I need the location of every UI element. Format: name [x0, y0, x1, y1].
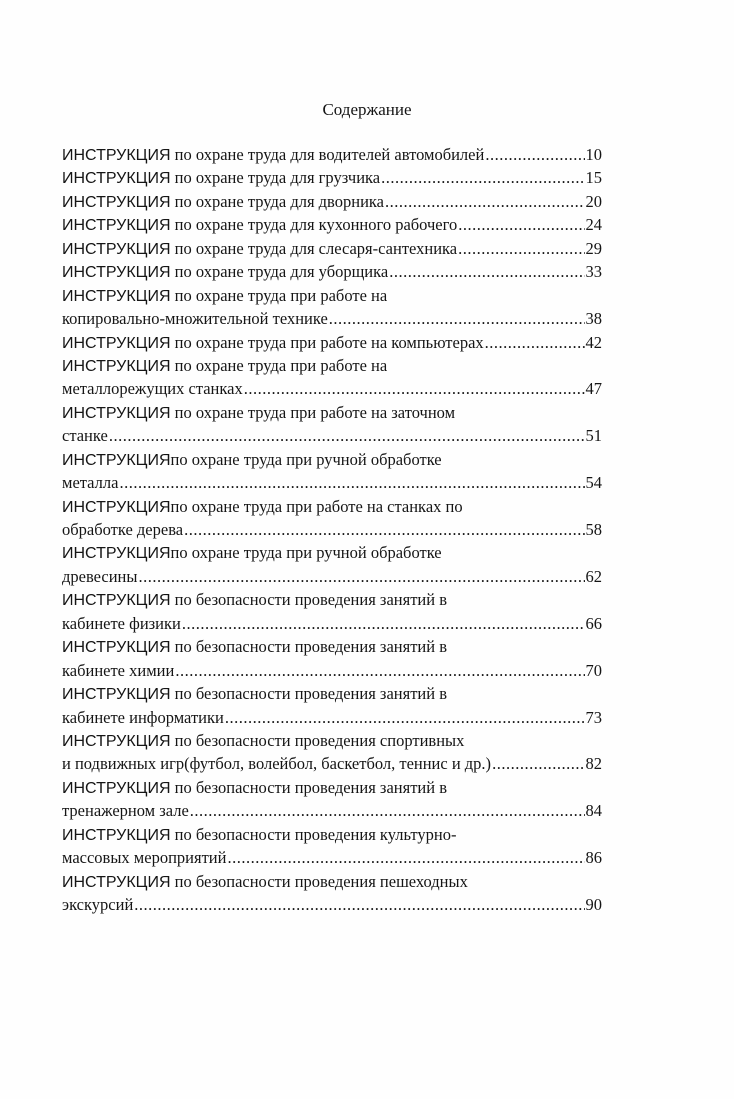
toc-entry-line[interactable] [62, 635, 602, 658]
toc-entry-title: обработке дерева [62, 520, 184, 539]
toc-entry-line[interactable] [62, 495, 602, 518]
toc-entry-text [62, 870, 468, 894]
toc-entry-text [62, 893, 133, 916]
toc-entry-line[interactable] [62, 143, 602, 166]
toc-page-number: 38 [585, 309, 602, 329]
toc-entry-text [62, 706, 224, 729]
dot-leader [389, 260, 584, 283]
toc-entry-keyword: ИНСТРУКЦИЯ [62, 193, 171, 211]
toc-entry-line[interactable] [62, 331, 602, 354]
toc-page-number: 42 [585, 332, 602, 352]
toc-entry-line[interactable] [62, 612, 602, 635]
toc-entry-title: по безопасности проведения занятий в [170, 590, 447, 610]
toc-entry-title: по охране труда для слесаря-сантехника [170, 238, 458, 258]
table-of-contents [62, 143, 602, 916]
toc-page-number: 62 [585, 566, 602, 586]
toc-entry-title: по охране труда для водителей автомобилей [170, 145, 485, 164]
toc-entry-line[interactable] [62, 752, 602, 775]
toc-entry-text [62, 284, 387, 308]
toc-entry-title: по охране труда при работе на компьютерах [170, 332, 484, 352]
dot-leader [492, 752, 584, 775]
toc-page-number: 10 [585, 145, 602, 164]
toc-entry-text [62, 729, 464, 753]
dot-leader [244, 377, 585, 400]
toc-entry-text [62, 237, 457, 261]
toc-entry-line[interactable] [62, 823, 602, 846]
toc-page-number: 73 [585, 707, 602, 727]
toc-entry-line[interactable] [62, 706, 602, 729]
toc-entry-text [62, 659, 174, 682]
toc-entry-text [62, 260, 388, 284]
toc-entry-text [62, 682, 447, 706]
toc-page-number: 20 [585, 191, 602, 211]
toc-page-number: 51 [585, 426, 602, 446]
dot-leader [175, 659, 584, 682]
toc-page-number: 66 [585, 613, 602, 633]
toc-entry-text [62, 354, 387, 378]
dot-leader [458, 237, 584, 260]
toc-entry-title: кабинете физики [62, 613, 181, 633]
dot-leader [485, 143, 584, 166]
toc-entry-text [62, 823, 456, 847]
toc-entry-text [62, 612, 181, 635]
toc-entry-title: по безопасности проведения занятий в [170, 777, 447, 797]
toc-entry-text [62, 565, 137, 588]
dot-leader [458, 213, 584, 236]
toc-entry-text [62, 541, 442, 565]
toc-page-number: 15 [585, 168, 602, 188]
toc-entry-title: по охране труда для дворника [170, 191, 384, 211]
toc-entry-line[interactable] [62, 846, 602, 869]
toc-entry-text [62, 495, 463, 519]
toc-entry-title: по безопасности проведения пешеходных [170, 871, 468, 891]
toc-entry-keyword: ИНСТРУКЦИЯ [62, 264, 171, 282]
toc-entry-keyword: ИНСТРУКЦИЯ [62, 240, 171, 258]
toc-entry-line[interactable] [62, 588, 602, 611]
toc-page-number: 33 [585, 262, 602, 282]
toc-entry-title: кабинете химии [62, 660, 175, 680]
toc-entry-line[interactable] [62, 237, 602, 260]
toc-entry-line[interactable] [62, 659, 602, 682]
toc-entry-text [62, 166, 380, 190]
toc-entry-line[interactable] [62, 565, 602, 588]
toc-entry-text [62, 424, 108, 447]
toc-entry-title: станке [62, 426, 108, 446]
toc-page-number: 86 [585, 848, 602, 868]
dot-leader [109, 424, 585, 447]
toc-page-number: 58 [585, 520, 602, 539]
toc-entry-line[interactable] [62, 541, 602, 564]
toc-entry-line[interactable] [62, 518, 602, 541]
toc-entry-text [62, 776, 447, 800]
toc-entry-text [62, 213, 457, 237]
dot-leader [134, 893, 584, 916]
toc-entry-text [62, 448, 442, 472]
dot-leader [227, 846, 584, 869]
toc-entry-keyword: ИНСТРУКЦИЯ [62, 545, 171, 563]
toc-entry-title: по охране труда при работе на [170, 285, 388, 305]
toc-entry-title: по охране труда при работе на станках по [170, 496, 463, 516]
toc-entry-line[interactable] [62, 870, 602, 893]
toc-entry-title: по охране труда для уборщика [170, 262, 389, 282]
toc-heading: Содержание [322, 100, 412, 119]
toc-entry-keyword: ИНСТРУКЦИЯ [62, 217, 171, 235]
toc-entry-line[interactable] [62, 776, 602, 799]
toc-entry-title: по охране труда при работе на [170, 355, 388, 375]
toc-entry-title: кабинете информатики [62, 707, 224, 727]
dot-leader [385, 190, 585, 213]
toc-entry-line[interactable] [62, 190, 602, 213]
toc-page-number: 90 [585, 895, 602, 914]
toc-entry-text [62, 635, 447, 659]
toc-entry-keyword: ИНСТРУКЦИЯ [62, 170, 171, 188]
toc-entry-line[interactable] [62, 377, 602, 400]
toc-entry-title: и подвижных игр(футбол, волейбол, баскетбол, теннис и др.) [62, 754, 492, 774]
toc-entry-title: копировально-множительной технике [62, 309, 328, 329]
toc-page-number: 82 [585, 754, 602, 774]
toc-entry-text [62, 752, 491, 775]
toc-entry-title: металлорежущих станках [62, 379, 243, 399]
toc-entry-text [62, 588, 447, 612]
toc-entry-line[interactable] [62, 307, 602, 330]
toc-entry-keyword: ИНСТРУКЦИЯ [62, 404, 171, 422]
toc-entry-keyword: ИНСТРУКЦИЯ [62, 451, 171, 469]
toc-entry-text [62, 401, 455, 425]
toc-page-number: 54 [585, 473, 602, 493]
dot-leader [329, 307, 585, 330]
toc-entry-keyword: ИНСТРУКЦИЯ [62, 147, 171, 164]
toc-entry-title: массовых мероприятий [62, 848, 227, 868]
toc-page-number: 24 [585, 215, 602, 235]
toc-entry-line[interactable] [62, 893, 602, 916]
toc-entry-title: по охране труда при работе на заточном [170, 402, 456, 422]
toc-entry-line[interactable] [62, 424, 602, 447]
toc-page-number: 47 [585, 379, 602, 399]
toc-entry-title: тренажерном зале [62, 801, 189, 821]
toc-entry-title: по безопасности проведения спортивных [170, 730, 465, 750]
dot-leader [225, 706, 585, 729]
toc-entry-line[interactable] [62, 448, 602, 471]
toc-entry-text [62, 190, 384, 214]
toc-entry-title: по безопасности проведения культурно- [170, 824, 457, 844]
toc-entry-line[interactable] [62, 471, 602, 494]
toc-entry-title: по безопасности проведения занятий в [170, 684, 447, 704]
toc-entry-title: древесины [62, 566, 138, 586]
toc-entry-line[interactable] [62, 354, 602, 377]
toc-page-number: 84 [585, 801, 602, 821]
dot-leader [182, 612, 585, 635]
toc-entry-text [62, 846, 226, 869]
toc-entry-keyword: ИНСТРУКЦИЯ [62, 357, 171, 375]
toc-entry-line[interactable] [62, 260, 602, 283]
dot-leader [190, 799, 585, 822]
toc-entry-text [62, 143, 484, 167]
toc-entry-text [62, 799, 189, 822]
toc-entry-text [62, 331, 484, 355]
toc-entry-line[interactable] [62, 729, 602, 752]
dot-leader [119, 471, 584, 494]
toc-page-number: 70 [585, 660, 602, 680]
toc-entry-text [62, 307, 328, 330]
dot-leader [138, 565, 584, 588]
dot-leader [184, 518, 584, 541]
toc-entry-line[interactable] [62, 401, 602, 424]
toc-entry-keyword: ИНСТРУКЦИЯ [62, 287, 171, 305]
toc-entry-title: металла [62, 473, 119, 493]
toc-entry-text [62, 377, 243, 400]
toc-entry-keyword: ИНСТРУКЦИЯ [62, 498, 171, 516]
toc-entry-line[interactable] [62, 213, 602, 236]
toc-entry-line[interactable] [62, 166, 602, 189]
toc-entry-keyword: ИНСТРУКЦИЯ [62, 732, 171, 750]
toc-entry-keyword: ИНСТРУКЦИЯ [62, 639, 171, 657]
toc-entry-title: по охране труда для кухонного рабочего [170, 215, 458, 235]
toc-page-number: 29 [585, 238, 602, 258]
toc-entry-keyword: ИНСТРУКЦИЯ [62, 334, 171, 352]
toc-entry-title: по охране труда при ручной обработке [170, 543, 442, 563]
toc-entry-title: по охране труда при ручной обработке [170, 449, 442, 469]
toc-entry-title: по безопасности проведения занятий в [170, 637, 447, 657]
toc-entry-text [62, 518, 183, 541]
toc-entry-keyword: ИНСТРУКЦИЯ [62, 873, 171, 891]
toc-entry-line[interactable] [62, 799, 602, 822]
toc-entry-keyword: ИНСТРУКЦИЯ [62, 592, 171, 610]
toc-entry-title: по охране труда для грузчика [170, 168, 381, 188]
dot-leader [381, 166, 584, 189]
toc-entry-title: экскурсий [62, 895, 134, 914]
toc-entry-line[interactable] [62, 682, 602, 705]
toc-entry-keyword: ИНСТРУКЦИЯ [62, 826, 171, 844]
toc-entry-keyword: ИНСТРУКЦИЯ [62, 686, 171, 704]
toc-entry-text [62, 471, 118, 494]
toc-entry-line[interactable] [62, 284, 602, 307]
dot-leader [485, 331, 585, 354]
toc-entry-keyword: ИНСТРУКЦИЯ [62, 779, 171, 797]
